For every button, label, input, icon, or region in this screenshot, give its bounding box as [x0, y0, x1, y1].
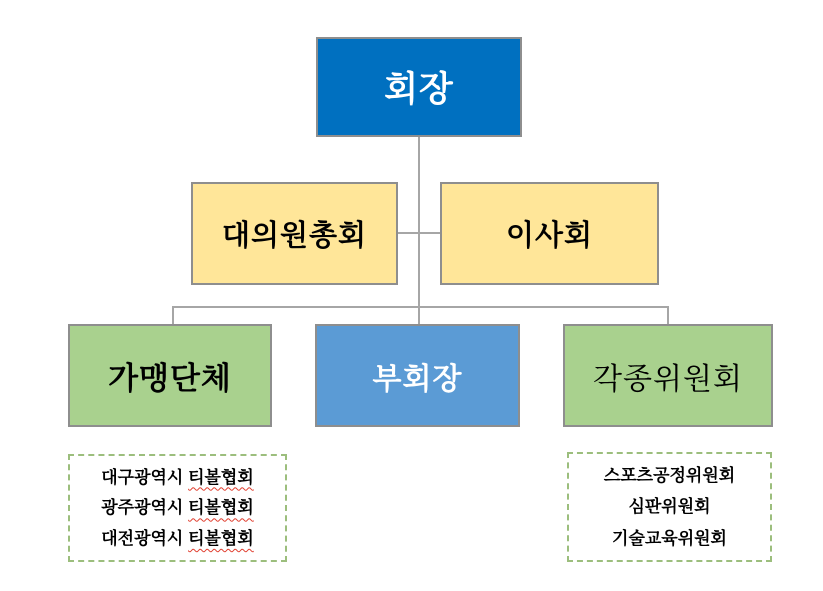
- affiliate-item-prefix: 대구광역시: [101, 467, 189, 487]
- node-board-of-directors: [440, 182, 659, 285]
- node-delegates-assembly: [191, 182, 398, 285]
- vice-chairman-label: 부회장: [372, 362, 463, 396]
- affiliate-item-prefix: 광주광역시: [101, 498, 189, 518]
- committee-item: 심판위원회: [628, 497, 711, 517]
- delegates-assembly-label: 대의원총회: [221, 220, 368, 252]
- committee-item: 기술교육위원회: [612, 528, 727, 548]
- node-chairman: [316, 37, 522, 137]
- affiliated-organizations-label: 가맹단체: [108, 361, 232, 396]
- node-affiliated-organizations: [68, 324, 272, 427]
- affiliate-item: [101, 464, 254, 491]
- spellcheck-underline: 티볼협회: [188, 529, 254, 549]
- spellcheck-underline: 티볼협회: [188, 498, 254, 518]
- connector-stub-affiliates: [172, 306, 174, 324]
- affiliate-list-box: [68, 454, 287, 562]
- committee-item: 스포츠공정위원회: [603, 466, 736, 486]
- various-committees-label: 각종위원회: [593, 362, 743, 396]
- connector-chairman-vertical: [418, 137, 420, 324]
- affiliate-item-prefix: 대전광역시: [101, 529, 189, 549]
- spellcheck-underline: 티볼협회: [188, 467, 254, 487]
- committee-list-box: [567, 452, 772, 562]
- chairman-label: 회장: [384, 70, 454, 109]
- affiliate-item: [101, 494, 254, 521]
- affiliate-item: [101, 525, 254, 552]
- board-of-directors-label: 이사회: [505, 220, 594, 252]
- connector-stub-committees: [667, 306, 669, 324]
- node-various-committees: [563, 324, 773, 427]
- node-vice-chairman: [315, 324, 520, 427]
- connector-assembly-board: [398, 232, 440, 234]
- connector-level3-bus: [172, 306, 669, 308]
